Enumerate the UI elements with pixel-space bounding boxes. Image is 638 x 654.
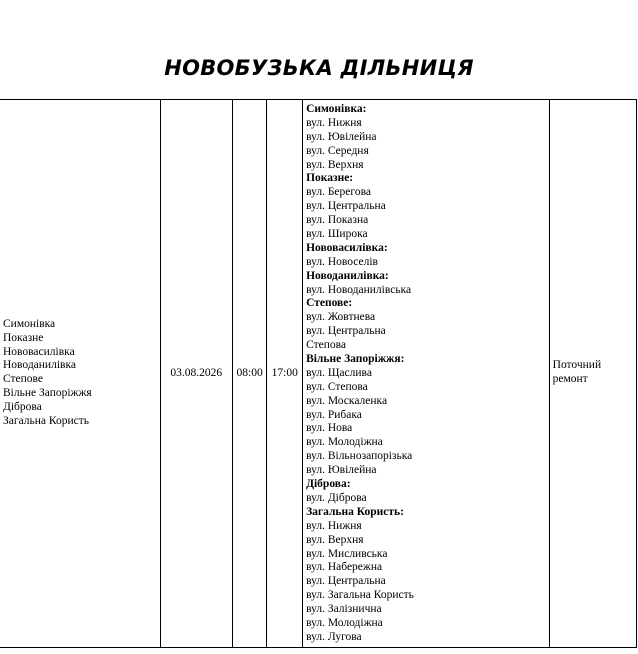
street-item: вул. Щаслива: [306, 366, 372, 379]
streets-cell: [303, 100, 550, 648]
settlement-item: Новоданилівка: [3, 359, 76, 372]
settlement-item: Загальна Користь: [3, 415, 90, 428]
street-item: вул. Новоданилівська: [306, 283, 412, 296]
settlement-item: Нововасилівка: [3, 345, 75, 358]
street-item: вул. Ювілейна: [306, 130, 377, 143]
table-row: [0, 100, 637, 648]
settlement-item: Діброва: [3, 401, 42, 414]
street-item: вул. Нижня: [306, 519, 362, 532]
settlement-heading: Нововасилівка:: [306, 241, 388, 254]
street-item: вул. Берегова: [306, 186, 371, 199]
street-item: вул. Рибака: [306, 408, 362, 421]
street-item: вул. Молодіжна: [306, 616, 383, 629]
outage-schedule-table: [0, 99, 637, 648]
work-type-line: Поточний: [552, 359, 602, 372]
street-item: вул. Центральна: [306, 575, 386, 588]
settlement-heading: Діброва:: [306, 478, 351, 491]
street-item: вул. Залізнична: [306, 603, 382, 616]
street-item: вул. Жовтнева: [306, 311, 376, 324]
work-type-text: [553, 359, 636, 387]
settlements-cell: [0, 100, 160, 648]
street-item: вул. Верхня: [306, 533, 364, 546]
settlement-heading: Вільне Запоріжжя:: [306, 353, 405, 366]
street-item: вул. Мисливська: [306, 547, 388, 560]
street-item: вул. Москаленка: [306, 394, 388, 407]
settlement-heading: Симонівка:: [306, 103, 367, 115]
work-type-cell: [549, 100, 636, 648]
end-time-cell: 17:00: [267, 100, 303, 648]
street-item: Степова: [306, 339, 346, 352]
street-item: вул. Середня: [306, 144, 369, 157]
settlement-heading: Новоданилівка:: [306, 269, 389, 282]
settlements-list: [3, 318, 160, 429]
date-cell: 03.08.2026: [160, 100, 232, 648]
street-item: вул. Молодіжна: [306, 436, 383, 449]
settlement-item: Показне: [3, 331, 44, 344]
work-type-line: ремонт: [552, 373, 588, 386]
settlement-heading: Загальна Користь:: [306, 505, 404, 518]
settlement-item: Симонівка: [3, 317, 56, 330]
settlement-heading: Степове:: [306, 297, 353, 310]
street-item: вул. Нижня: [306, 116, 362, 129]
street-item: вул. Верхня: [306, 158, 364, 171]
page-title: НОВОБУЗЬКА ДІЛЬНИЦЯ: [164, 56, 474, 80]
street-item: вул. Широка: [306, 228, 368, 241]
street-item: вул. Нова: [306, 422, 353, 435]
settlement-heading: Показне:: [306, 172, 354, 185]
start-time-cell: 08:00: [232, 100, 267, 648]
street-item: вул. Новоселів: [306, 255, 378, 268]
settlement-item: Степове: [3, 373, 44, 386]
street-item: вул. Центральна: [306, 325, 386, 338]
street-item: вул. Набережна: [306, 561, 383, 574]
street-item: вул. Показна: [306, 214, 369, 227]
street-item: вул. Ювілейна: [306, 464, 377, 477]
streets-list: [306, 103, 549, 645]
street-item: вул. Степова: [306, 380, 368, 393]
street-item: вул. Вільнозапорізька: [306, 450, 413, 463]
street-item: вул. Лугова: [306, 630, 362, 643]
street-item: вул. Центральна: [306, 200, 386, 213]
street-item: вул. Загальна Користь: [306, 589, 414, 602]
street-item: вул. Діброва: [306, 491, 367, 504]
settlement-item: Вільне Запоріжжя: [3, 387, 92, 400]
